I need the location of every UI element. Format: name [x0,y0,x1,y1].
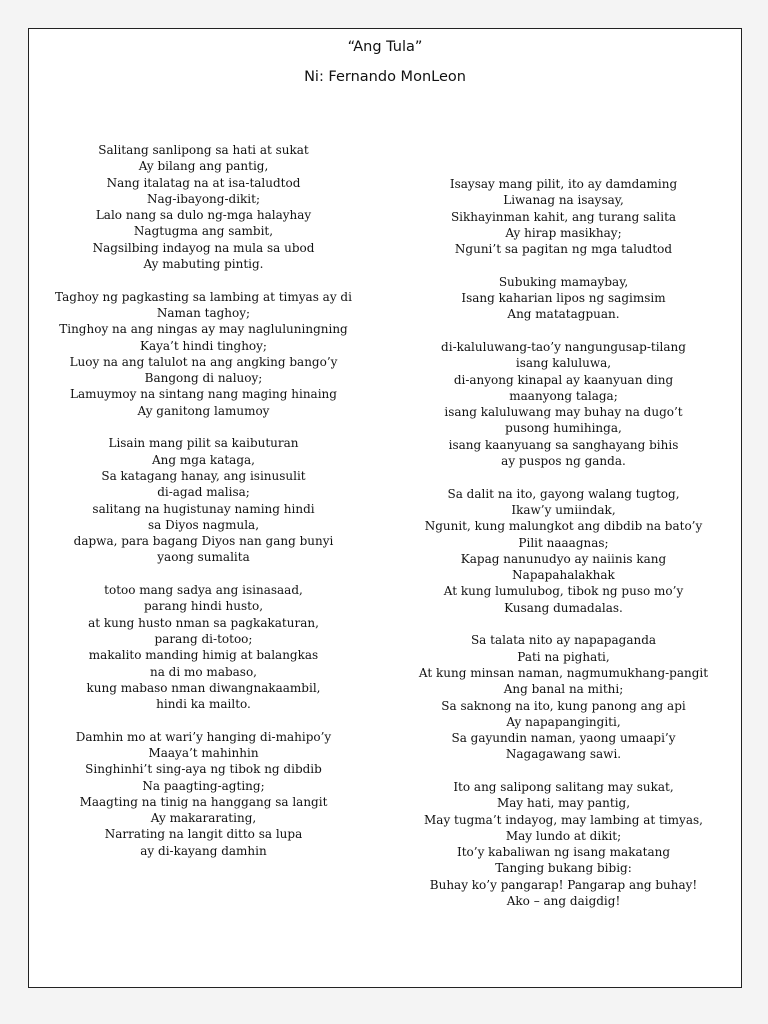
poem-line: Sa katagang hanay, ang isinusulit [101,468,306,483]
poem-line: Luoy na ang talulot na ang angking bango’y [69,354,338,369]
left-column [31,142,376,875]
poem-line: Ito’y kabaliwan ng isang makatang [456,845,671,860]
poem-line: Ang banal na mithi; [503,682,624,697]
poem-line: Nagsilbing indayog na mula sa ubod [92,240,315,255]
poem-line: Lisain mang pilit sa kaibuturan [108,436,299,451]
poem-line: isang kaanyuang sa sanghayang bihis [448,437,679,452]
stanza [391,486,736,616]
poem-line: Bangong di naluoy; [144,371,263,386]
poem-line: Subuking mamaybay, [498,274,629,289]
poem-line: isang kaluluwa, [515,356,612,371]
poem-line: Sa talata nito ay napapaganda [470,633,657,648]
poem-line: Nagagawang sawi. [505,747,622,762]
poem-line: Sikhayinman kahit, ang turang salita [450,209,677,224]
poem-line: Nguni’t sa pagitan ng mga taludtod [454,242,673,257]
stanza [391,274,736,323]
poem-line: salitang na hugistunay naming hindi [92,501,315,516]
poem-line: Ay hirap masikhay; [505,225,622,240]
poem-line: parang hindi husto, [143,599,264,614]
poem-line: Sa gayundin naman, yaong umaapi’y [451,731,676,746]
poem-line: At kung minsan naman, nagmumukhang-pangit [418,665,709,680]
poem-line: Napapahalakhak [512,568,615,583]
poem-line: parang di-totoo; [154,631,253,646]
poem-line: Ay ganitong lamumoy [137,403,270,418]
right-column [391,176,736,926]
poem-line: ay di-kayang damhin [140,843,267,858]
poem-line: Taghoy ng pagkasting sa lambing at timyas ay di [55,289,352,304]
stanza [391,339,736,469]
poem-line: di-agad malisa; [157,485,250,500]
poem-line: Narrating na langit ditto sa lupa [104,827,303,842]
poem-line: Nang italatag na at isa-taludtod [106,175,301,190]
stanza [31,435,376,565]
poem-line: Ay napapangingiti, [506,714,621,729]
poem-line: May lundo at dikit; [505,828,622,843]
stanza [31,289,376,419]
poem-line: May hati, may pantig, [496,796,631,811]
poem-author: Ni: Fernando MonLeon [304,69,466,85]
poem-line: Damhin mo at wari’y hanging di-mahipo’y [75,729,332,744]
poem-line: Nagtugma ang sambit, [133,224,274,239]
poem-title: “Ang Tula” [347,39,423,55]
poem-line: Sa saknong na ito, kung panong ang api [441,698,686,713]
poem-line: Sa dalit na ito, gayong walang tugtog, [447,486,680,501]
poem-line: isang kaluluwang may buhay na dugo’t [444,405,683,420]
poem-line: di-anyong kinapal ay kaanyuan ding [453,372,674,387]
poem-line: Naman taghoy; [156,305,251,320]
stanza [31,142,376,272]
poem-line: May tugma’t indayog, may lambing at timyas, [424,812,703,827]
poem-line: Na paagting-agting; [142,778,265,793]
stanza [391,632,736,762]
poem-line: Ikaw’y umiindak, [511,502,616,517]
stanza [391,176,736,257]
poem-line: Buhay ko’y pangarap! Pangarap ang buhay! [429,877,698,892]
poem-line: ay puspos ng ganda. [501,454,626,469]
poem-line: dapwa, para bagang Diyos nan gang bunyi [73,534,334,549]
stanza [31,582,376,712]
poem-line: Ito ang salipong salitang may sukat, [453,779,674,794]
poem-line: Tanging bukang bibig: [495,861,632,876]
stanza [31,729,376,859]
poem-line: Ang matatagpuan. [507,307,620,322]
poem-line: Kapag nanunudyo ay naiinis kang [460,551,667,566]
poem-line: Kusang dumadalas. [504,600,623,615]
poem-line: Nag-ibayong-dikit; [146,191,261,206]
poem-line: Isang kaharian lipos ng sagimsim [461,291,666,306]
poem-line: pusong humihinga, [505,421,622,436]
poem-line: totoo mang sadya ang isinasaad, [104,583,303,598]
poem-line: Lamuymoy na sintang nang maging hinaing [70,387,337,402]
poem-line: hindi ka mailto. [156,697,251,712]
poem-line: na di mo mabaso, [149,664,257,679]
poem-line: At kung lumulubog, tibok ng puso mo’y [443,584,684,599]
poem-line: di-kaluluwang-tao’y nangungusap-tilang [441,339,686,354]
poem-line: Salitang sanlipong sa hati at sukat [98,143,309,157]
poem-line: Maagting na tinig na hanggang sa langit [79,794,328,809]
poem-line: Isaysay mang pilit, ito ay damdaming [449,177,678,191]
poem-line: Lalo nang sa dulo ng-mga halayhay [95,208,312,223]
stanza [391,779,736,909]
poem-line: yaong sumalita [157,550,250,565]
poem-line: Pilit naaagnas; [518,535,609,550]
poem-line: Singhinhi’t sing-aya ng tibok ng dibdib [85,762,322,777]
poem-line: Tinghoy na ang ningas ay may nagluluningning [59,322,348,337]
poem-line: Liwanag na isaysay, [503,193,624,208]
poem-line: kung mabaso nman diwangnakaambil, [86,680,321,695]
poem-line: Ay makararating, [150,811,257,826]
poem-line: Ay bilang ang pantig, [138,159,269,174]
poem-line: sa Diyos nagmula, [147,517,260,532]
document-page [28,28,742,988]
poem-line: Kaya’t hindi tinghoy; [140,338,267,353]
poem-line: maanyong talaga; [509,388,618,403]
poem-line: Ngunit, kung malungkot ang dibdib na bato’y [424,519,703,534]
poem-line: Ay mabuting pintig. [143,257,264,272]
poem-line: Pati na pighati, [517,649,610,664]
poem-line: Maaya’t mahinhin [148,745,259,760]
poem-line: Ang mga kataga, [152,452,255,467]
poem-line: makalito manding himig at balangkas [88,648,319,663]
poem-line: Ako – ang daigdig! [506,894,621,909]
poem-line: at kung husto nman sa pagkakaturan, [88,615,319,630]
